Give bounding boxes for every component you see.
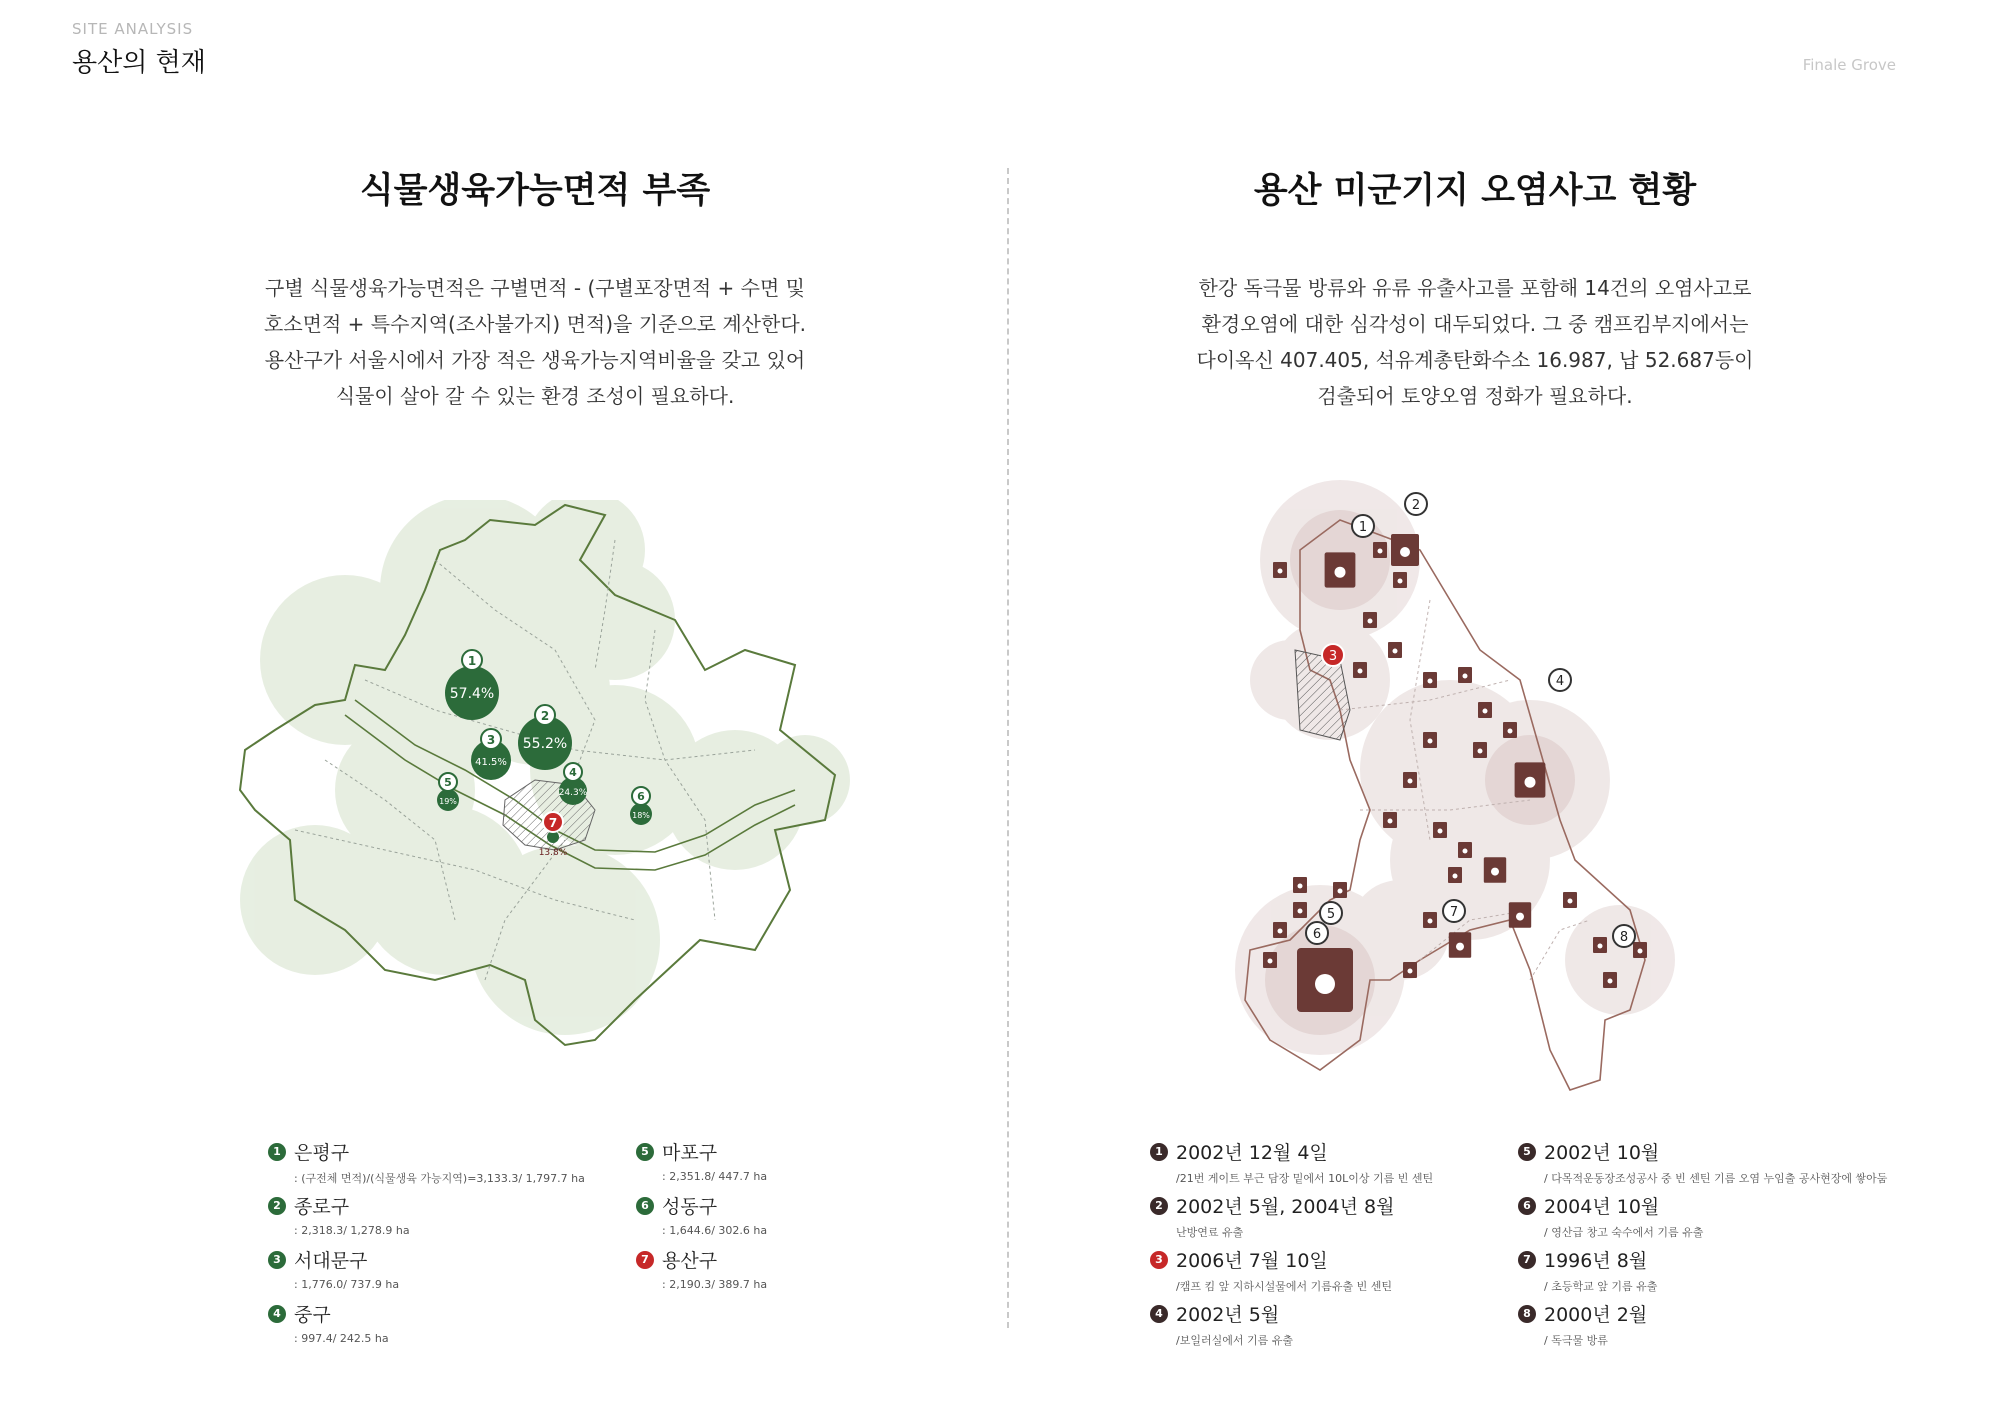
legend-incident-date: 2002년 10월 — [1544, 1142, 1660, 1164]
legend-area-values: : 2,351.8/ 447.7 ha — [662, 1170, 768, 1183]
legend-incident-desc: /보일러실에서 기름 유출 — [1176, 1334, 1293, 1347]
legend-incident-date: 2002년 12월 4일 — [1176, 1142, 1328, 1164]
legend-incident-date: 2006년 7월 10일 — [1176, 1250, 1328, 1272]
legend-num-badge: 2 — [268, 1197, 286, 1215]
legend-district-name: 용산구 — [662, 1250, 718, 1272]
legend-incident-date: 2002년 5월 — [1176, 1304, 1280, 1326]
left-legend-item — [636, 1246, 836, 1291]
green-marker-pct: 24.3% — [558, 788, 588, 798]
legend-num-badge: 5 — [636, 1143, 654, 1161]
legend-incident-date: 2002년 5월, 2004년 8월 — [1176, 1196, 1395, 1218]
right-legend-item — [1150, 1138, 1500, 1186]
legend-district-name: 서대문구 — [294, 1250, 368, 1272]
right-legend-item — [1518, 1192, 1868, 1240]
legend-district-name: 은평구 — [294, 1142, 350, 1164]
green-marker-num: 2 — [540, 709, 550, 723]
legend-area-values: : 1,776.0/ 737.9 ha — [294, 1278, 400, 1291]
right-panel-title: 용산 미군기지 오염사고 현황 — [1253, 171, 1697, 211]
left-panel-title: 식물생육가능면적 부족 — [359, 171, 711, 211]
pollution-marker-num: 6 — [1312, 927, 1322, 942]
legend-num-badge: 5 — [1518, 1143, 1536, 1161]
right-panel-description: 한강 독극물 방류와 유류 유출사고를 포함해 14건의 오염사고로 환경오염에 대한 심각성이 대두되었다. 그 중 캠프킴부지에서는 다이옥신 407.405, 석유계총탄화수소 16.987, 납 52.687등이 검출되어 토양오염 정화가 필요하다. — [1196, 276, 1754, 408]
right-legend-item — [1518, 1300, 1868, 1348]
pollution-marker-3 — [1322, 644, 1344, 666]
seoul-green-area-map — [235, 500, 855, 1060]
legend-district-name: 중구 — [294, 1304, 331, 1326]
legend-incident-date: 2000년 2월 — [1544, 1304, 1648, 1326]
green-marker-num: 6 — [637, 790, 645, 803]
legend-incident-desc: /21번 게이트 부근 담장 밑에서 10L이상 기름 빈 센틴 — [1176, 1172, 1434, 1185]
green-marker-pct: 55.2% — [522, 736, 568, 752]
green-marker-pct: 57.4% — [449, 686, 495, 702]
left-legend-item — [268, 1300, 618, 1345]
pollution-marker-num: 2 — [1411, 498, 1421, 513]
pollution-marker-7 — [1443, 900, 1465, 922]
legend-incident-desc: / 초등학교 앞 기름 유출 — [1544, 1280, 1658, 1293]
pollution-marker-num: 8 — [1619, 930, 1629, 945]
green-marker-num: 5 — [444, 776, 452, 789]
pollution-marker-8 — [1613, 925, 1635, 947]
pollution-marker-4 — [1549, 669, 1571, 691]
left-legend-item — [268, 1138, 618, 1186]
legend-incident-desc: / 영산급 창고 숙수에서 기름 유출 — [1544, 1226, 1704, 1239]
legend-area-values: : 2,318.3/ 1,278.9 ha — [294, 1224, 410, 1237]
legend-num-badge: 1 — [1150, 1143, 1168, 1161]
legend-incident-date: 1996년 8월 — [1544, 1250, 1648, 1272]
page-divider — [1007, 168, 1009, 1328]
green-marker-pct: 18% — [632, 811, 650, 820]
pollution-marker-1 — [1352, 515, 1374, 537]
yongsan-base-pollution-map — [1230, 480, 1700, 1100]
left-legend-item — [268, 1246, 618, 1291]
green-marker-num: 1 — [467, 654, 477, 668]
green-marker-pct: 19% — [439, 797, 457, 806]
legend-num-badge: 4 — [1150, 1305, 1168, 1323]
section-title: 용산의 현재 — [72, 48, 206, 78]
green-marker-num: 4 — [569, 766, 577, 779]
right-legend-item — [1150, 1300, 1500, 1348]
legend-num-badge: 2 — [1150, 1197, 1168, 1215]
red-marker-pct: 13.8% — [538, 848, 568, 858]
left-legend-item — [268, 1192, 618, 1237]
brand-label: Finale Grove — [1802, 56, 1896, 74]
legend-incident-desc: / 독극물 방류 — [1544, 1334, 1608, 1347]
legend-area-values: : 1,644.6/ 302.6 ha — [662, 1224, 768, 1237]
legend-num-badge: 3 — [1150, 1251, 1168, 1269]
green-marker-pct: 41.5% — [475, 757, 507, 768]
legend-num-badge: 3 — [268, 1251, 286, 1269]
pollution-marker-num: 5 — [1326, 907, 1336, 922]
legend-num-badge: 7 — [636, 1251, 654, 1269]
legend-num-badge: 6 — [636, 1197, 654, 1215]
right-legend-item — [1518, 1138, 1938, 1186]
pollution-marker-num: 4 — [1555, 674, 1565, 689]
site-analysis-tag: SITE ANALYSIS — [72, 20, 194, 38]
legend-incident-desc: /캠프 킴 앞 지하시설물에서 기름유출 빈 센틴 — [1176, 1280, 1392, 1293]
legend-incident-desc: / 다목적운동장조성공사 중 빈 센틴 기름 오염 누임출 공사현장에 쌓아둠 — [1544, 1172, 1888, 1185]
legend-district-name: 성동구 — [662, 1196, 718, 1218]
legend-area-values: : 997.4/ 242.5 ha — [294, 1332, 389, 1345]
legend-num-badge: 7 — [1518, 1251, 1536, 1269]
legend-num-badge: 6 — [1518, 1197, 1536, 1215]
green-marker-num: 3 — [486, 733, 496, 747]
legend-num-badge: 1 — [268, 1143, 286, 1161]
left-legend-item — [636, 1138, 836, 1183]
legend-num-badge: 8 — [1518, 1305, 1536, 1323]
legend-incident-desc: 난방연료 유출 — [1176, 1226, 1244, 1239]
right-legend-item — [1518, 1246, 1868, 1294]
legend-district-name: 종로구 — [294, 1196, 350, 1218]
legend-area-values: : 2,190.3/ 389.7 ha — [662, 1278, 768, 1291]
right-legend-item — [1150, 1246, 1500, 1294]
pollution-marker-num: 3 — [1328, 649, 1338, 664]
right-legend-item — [1150, 1192, 1500, 1240]
pollution-marker-2 — [1405, 493, 1427, 515]
pollution-marker-6 — [1306, 922, 1328, 944]
legend-area-values: : (구전체 면적)/(식물생육 가능지역)=3,133.3/ 1,797.7 ha — [294, 1172, 585, 1185]
legend-district-name: 마포구 — [662, 1142, 718, 1164]
pollution-marker-5 — [1320, 902, 1342, 924]
red-marker-num: 7 — [548, 816, 558, 830]
pollution-marker-num: 7 — [1449, 905, 1459, 920]
pollution-marker-num: 1 — [1358, 520, 1368, 535]
left-legend-item — [636, 1192, 836, 1237]
legend-num-badge: 4 — [268, 1305, 286, 1323]
legend-incident-date: 2004년 10월 — [1544, 1196, 1660, 1218]
left-panel-description: 구별 식물생육가능면적은 구별면적 - (구별포장면적 + 수면 및 호소면적 + 특수지역(조사불가지) 면적)을 기준으로 계산한다. 용산구가 서울시에서 가장 적은 생육가능지역비율을 갖고 있어 식물이 살아 갈 수 있는 환경 조성이 필요하다. — [264, 276, 806, 408]
